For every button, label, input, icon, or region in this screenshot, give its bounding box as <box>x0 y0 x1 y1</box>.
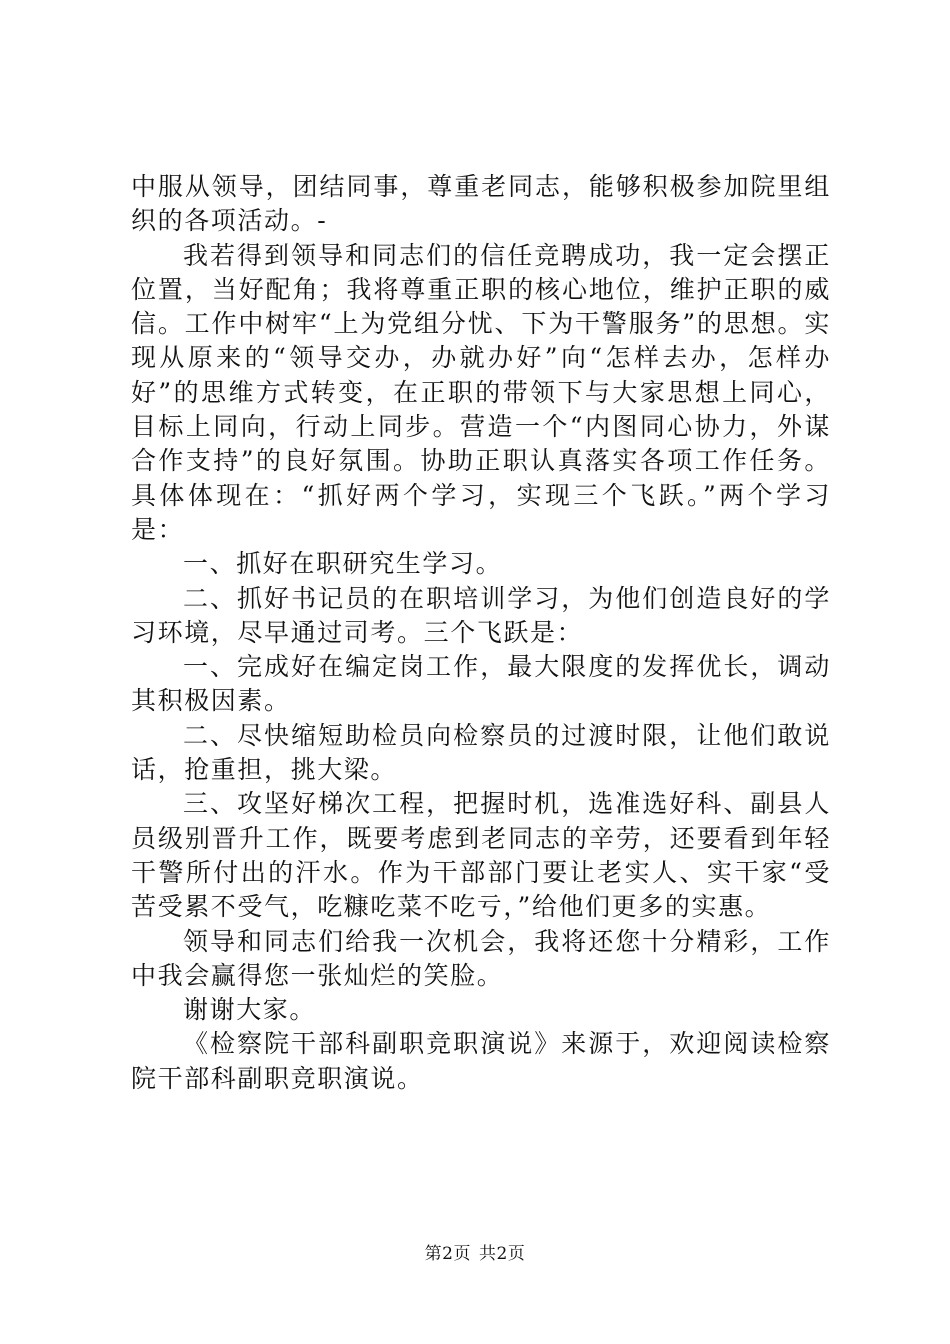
paragraph-6: 二、尽快缩短助检员向检察员的过渡时限，让他们敢说话，抢重担，挑大梁。 <box>131 720 831 785</box>
paragraph-4: 二、抓好书记员的在职培训学习，为他们创造良好的学习环境，尽早通过司考。三个飞跃是： <box>131 583 831 647</box>
paragraph-2: 我若得到领导和同志们的信任竞聘成功，我一定会摆正位置，当好配角；我将尊重正职的核心地位，维护正职的威信。工作中树牢“上为党组分忧、下为干警服务”的思想。实现从原来的“领导交办，办就办好”向“怎样去办，怎样办好”的思维方式转变，在正职的带领下与大家思想上同心，目标上同向，行动上同步。营造一个“内图同心协力，外谋合作支持”的良好氛围。协助正职认真落实各项工作任务。具体体现在：“抓好两个学习，实现三个飞跃。”两个学习是： <box>131 240 831 544</box>
paragraph-9: 谢谢大家。 <box>183 995 317 1025</box>
page-total: 共2页 <box>479 1244 526 1264</box>
paragraph-5: 一、完成好在编定岗工作，最大限度的发挥优长，调动其积极因素。 <box>131 652 831 716</box>
page-footer <box>0 1244 950 1264</box>
paragraph-8: 领导和同志们给我一次机会，我将还您十分精彩，工作中我会赢得您一张灿烂的笑脸。 <box>131 926 831 990</box>
document-body <box>131 170 831 1096</box>
paragraph-1: 中服从领导，团结同事，尊重老同志，能够积极参加院里组织的各项活动。- <box>131 172 831 236</box>
paragraph-10: 《检察院干部科副职竞职演说》来源于，欢迎阅读检察院干部科副职竞职演说。 <box>131 1029 831 1093</box>
page-number: 第2页 <box>424 1244 471 1264</box>
paragraph-7: 三、攻坚好梯次工程，把握时机，选准选好科、副县人员级别晋升工作，既要考虑到老同志的辛劳，还要看到年轻干警所付出的汗水。作为干部部门要让老实人、实干家“受苦受累不受气，吃糠吃菜不吃亏，”给他们更多的实惠。 <box>131 789 831 922</box>
paragraph-3: 一、抓好在职研究生学习。 <box>183 549 503 579</box>
